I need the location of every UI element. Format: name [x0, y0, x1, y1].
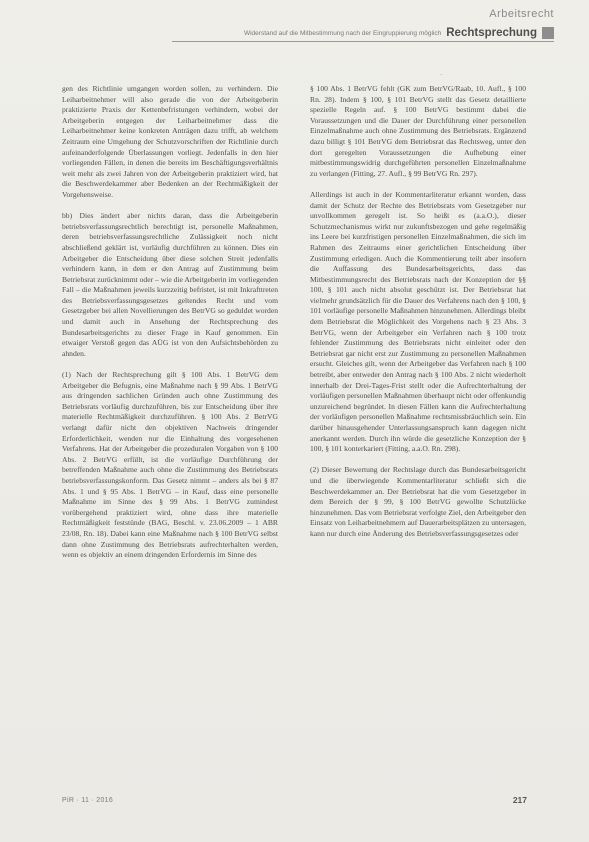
- paragraph: (2) Dieser Bewertung der Rechtslage durch das Bundesarbeitsgericht und die überwiegende Kommentarliteratur schließt sich die Beschwerdekammer an. Der Betriebsrat hat die vom Gesetzgeber in dem Bereich der § 99, § 100 BetrVG gewollte Schutzlücke hinzunehmen. Das vom Betriebsrat verfolgte Ziel, den Arbeitgeber den Einsatz von Leiharbeitnehmern auf Dauerarbeitsplätzen zu untersagen, kann nur durch eine Änderung des Betriebsverfassungsgesetzes oder: [310, 465, 526, 538]
- header-block-icon: [542, 27, 554, 39]
- header-title: Rechtsprechung: [446, 27, 537, 39]
- running-header: [172, 25, 554, 42]
- journal-footer: PiR · 11 · 2016: [62, 797, 114, 804]
- header-subtitle: Widerstand auf die Mitbestimmung nach der Eingruppierung möglich: [243, 29, 442, 37]
- right-column: [310, 84, 526, 550]
- paragraph: (1) Nach der Rechtsprechung gilt § 100 Abs. 1 BetrVG dem Arbeitgeber die Befugnis, eine Maßnahme nach § 99 Abs. 1 BetrVG aus dringenden sachlichen Gründen auch ohne Zustimmung des Betriebsrats vorläufig durchzuführen, bis zur Entscheidung über ihre materielle Rechtmäßigkeit durchzuführen. § 100 Abs. 2 BetrVG verlangt dafür nicht den objektiven Nachweis dringender Erforderlichkeit, wenden nur die Einhaltung des vorgesehenen Verfahrens. Hat der Arbeitgeber die prozeduralen Vorgaben von § 100 Abs. 2 BetrVG erfüllt, ist die vorläufige Durchführung der betreffenden Maßnahme auch ohne die Zustimmung des Betriebsrats betriebsverfassungskonform. Das Gesetz nimmt – anders als bei § 87 Abs. 1 und § 95 Abs. 1 BetrVG – in Kauf, dass eine personelle Maßnahme im Sinne des § 99 Abs. 1 BetrVG zumindest vorübergehend praktiziert wird, ohne dass ihre materielle Rechtmäßigkeit feststünde (BAG, Beschl. v. 23.06.2009 – 1 ABR 23/08, Rn. 18). Dabei kann eine Maßnahme nach § 100 BetrVG selbst dann ohne Zustimmung des Betriebsrats aufrechterhalten werden, wenn es objektiv an einem dringenden Erfordernis im Sinne des: [62, 370, 278, 560]
- left-column: [62, 84, 278, 571]
- page-number: 217: [512, 795, 527, 805]
- paragraph: gen des Richtlinie umgangen worden sollen, zu verhindern. Die Leiharbeitnehmer will also gerade die von der Arbeitgeberin praktizierte Praxis der Kettenbefristungen verhindern, wobei der Arbeitgeberin entgegen der Leiharbeitnehmer dass die Leiharbeitnehmer keine konkreten Anträgen dazu trifft, ab welchem Zeitraum eine Umgehung der Schutzvorschriften der Richtlinie durch aufeinanderfolgende Überlassungen vorliegt. Jedenfalls in den hier vorliegenden Fällen, in denen die bereits im Beschäftigungsverhältnis weit mehr als zwei Jahren von der Arbeitgeberin praktiziert wird, hat die Beschwerdekammer aber Bedenken an der Rechtmäßigkeit der Vorgehensweise.: [62, 84, 278, 199]
- paragraph: § 100 Abs. 1 BetrVG fehlt (GK zum BetrVG/Raab, 10. Aufl., § 100 Rn. 28). Indem § 100, § 101 BetrVG stellt das Gesetz detaillierte spezielle Regeln auf. § 100 BetrVG bestimmt dabei die Voraussetzungen und die Dauer der Durchführung einer personellen Einzelmaßnahme auch ohne Zustimmung des Betriebsrats. Ergänzend dazu billigt § 101 BetrVG dem Betriebsrat das Rechtsweg, unter den dort geregelten Voraussetzungen die Aufhebung einer mitbestimmungswidrig durchgeführten personellen Einzelmaßnahme zu verlangen (Fitting, 27. Aufl., § 99 BetrVG Rn. 297).: [310, 84, 526, 178]
- paragraph: bb) Dies ändert aber nichts daran, dass die Arbeitgeberin betriebsverfassungsrechtlich berechtigt ist, personelle Maßnahmen, deren betriebsverfassungsrechtliche Zulässigkeit noch nicht abschließend geklärt ist, vorläufig durchführen zu können. Dies ein Arbeitgeber die Entscheidung über diese solchen Streit jedenfalls verhindern kann, in dem er den Antrag auf Zustimmung beim Betriebsrat zurücknimmt oder – wie die Arbeitgeberin im vorliegenden Fall – die Maßnahmen jeweils kurzzeitig befristet, ist mit Inkrafttreten des Betriebsverfassungsgesetzes geltendes Recht und vom Gesetzgeber bei allen Novellierungen des BetrVG so geduldet worden und damit auch in Ansehung der Rechtsprechung des Bundesarbeitsgerichts zu dieser Frage in Kauf genommen. Ein etwaiger Verstoß gegen das AÜG ist von den Aufsichtsbehörden zu ahnden.: [62, 211, 278, 358]
- margin-mark: ·: [440, 71, 443, 79]
- section-label: Arbeitsrecht: [489, 8, 554, 20]
- paragraph: Allerdings ist auch in der Kommentarliteratur erkannt worden, dass damit der Schutz der Rechte des Betriebsrats vom Gesetzgeber nur unvollkommen geregelt ist. So heißt es (a.a.O.), dieser Schutzmechanismus wirkt nur zukunftsbezogen und gehe regelmäßig ins Leere bei kurzfristigen personellen Einzelmaßnahmen, die sich im Rahmen des Zeitraums einer gerichtlichen Entscheidung über Zustimmung erledigen. Auch die Kommentierung teilt aber insofern die Auffassung des Bundesarbeitsgerichts, dass das Mitbestimmungsrecht des Betriebsrats nach der Konzeption der §§ 100, § 101 auch nicht absolut geschützt ist. Der Betriebsrat hat vielmehr grundsätzlich für die Dauer des Verfahrens nach den § 100, § 101 vorläufige personelle Maßnahmen hinzunehmen. Allerdings bleibt dem Betriebsrat die Möglichkeit des Vorgehens nach § 23 Abs. 3 BetrVG, wenn der Arbeitgeber ein Verfahren nach § 100 trotz fehlender Zustimmung des Betriebsrats nicht einleitet oder den Betriebsrat gar nicht erst zur Zustimmung zu personellen Maßnahmen ersucht. Gleiches gilt, wenn der Arbeitgeber das Verfahren nach § 100 betreibt, aber entweder den Antrag nach § 100 Abs. 2 nicht wiederholt innerhalb der Drei-Tages-Frist stellt oder die Aufrechterhaltung der vorläufigen personellen Maßnahmen überhaupt nicht oder offenkundig unzureichend begründet. In diesen Fällen kann die Aufrechterhaltung der vorläufigen personellen Maßnahme rechtsmissbräuchlich sein. Ein darüber hinausgehender Unterlassungsanspruch kann dagegen nicht anerkannt werden. Durch ihn würde die gesetzliche Konzeption der § 100, § 101 konterkariert (Fitting, a.a.O. Rn. 298).: [310, 189, 526, 454]
